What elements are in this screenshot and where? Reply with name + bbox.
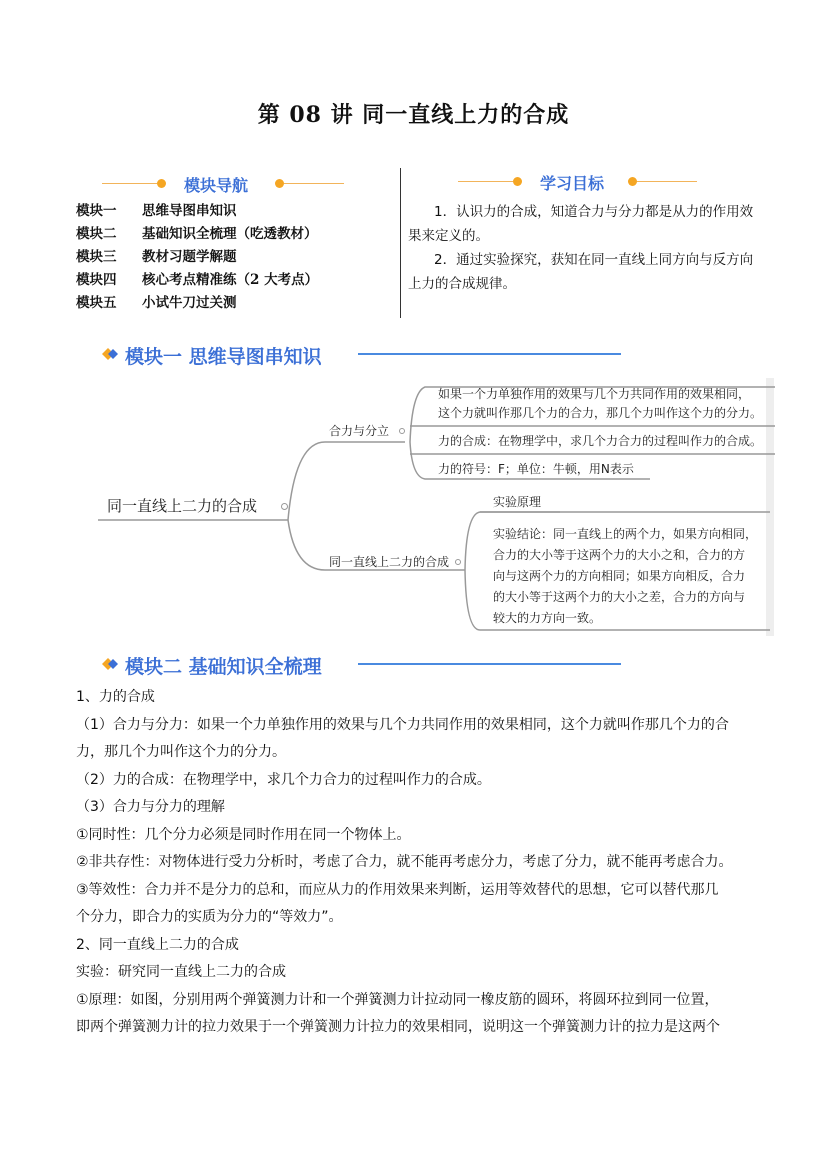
goal-item: 2．通过实验探究，获知在同一直线上同方向与反方向上力的合成规律。 xyxy=(408,252,754,292)
page-title: 第 08 讲 同一直线上力的合成 xyxy=(257,102,570,128)
body-line: 1、力的合成 xyxy=(76,689,155,705)
nav-deco-left xyxy=(102,183,157,184)
body-line: （1）合力与分力：如果一个力单独作用的效果与几个力共同作用的效果相同，这个力就叫作那几个力的合 xyxy=(76,716,729,733)
goals-list xyxy=(408,200,758,296)
mindmap-leaf: 这个力就叫作那几个力的合力，那几个力叫作这个力的分力。 xyxy=(438,406,763,420)
nav-item[interactable]: 模块五 小试牛刀过关测 xyxy=(76,295,237,311)
mindmap-leaf: 实验结论：同一直线上的两个力，如果方向相同， xyxy=(493,527,758,541)
goals-dot-left xyxy=(513,177,522,186)
body-line: 实验：研究同一直线上二力的合成 xyxy=(76,964,286,980)
diamond-icon xyxy=(100,346,122,362)
column-divider xyxy=(400,168,401,318)
body-line: 2、同一直线上二力的合成 xyxy=(76,936,239,953)
module2-body xyxy=(76,684,766,1042)
body-line: 个分力，即合力的实质为分力的“等效力”。 xyxy=(76,909,343,925)
body-line: ①同时性：几个分力必须是同时作用在同一个物体上。 xyxy=(76,826,411,843)
body-line: ②非共存性：对物体进行受力分析时，考虑了合力，就不能再考虑分力，考虑了分力，就不能再考虑合力。 xyxy=(76,854,733,870)
goals-deco-right xyxy=(637,181,697,182)
body-line: ①原理：如图，分别用两个弹簧测力计和一个弹簧测力计拉动同一橡皮筋的圆环，将圆环拉到同一位置， xyxy=(76,991,719,1008)
body-line: （2）力的合成：在物理学中，求几个力合力的过程叫作力的合成。 xyxy=(76,771,491,788)
diamond-icon xyxy=(100,656,122,672)
goals-deco-left xyxy=(458,181,513,182)
mindmap-root: 同一直线上二力的合成 xyxy=(107,497,258,515)
nav-heading: 模块导航 xyxy=(184,176,249,195)
mindmap-leaf: 较大的力方向一致。 xyxy=(493,611,602,625)
nav-item[interactable]: 模块三 教材习题学解题 xyxy=(76,249,237,265)
mindmap-branch1: 合力与分立 xyxy=(329,424,390,438)
mindmap-leaf: 合力的大小等于这两个力的大小之和，合力的方 xyxy=(493,548,746,562)
goals-heading: 学习目标 xyxy=(540,174,605,193)
body-line: 即两个弹簧测力计的拉力效果于一个弹簧测力计拉力的效果相同，说明这一个弹簧测力计的拉力是这两个 xyxy=(76,1019,720,1035)
goal-item: 1．认识力的合成，知道合力与分力都是从力的作用效果来定义的。 xyxy=(408,204,754,244)
module1-rule xyxy=(358,353,621,355)
nav-item[interactable]: 模块二 基础知识全梳理（吃透教材） xyxy=(76,226,318,242)
nav-deco-right xyxy=(284,183,344,184)
nav-item[interactable]: 模块一 思维导图串知识 xyxy=(76,203,237,219)
goals-dot-right xyxy=(628,177,637,186)
module2-rule xyxy=(358,663,621,665)
nav-dot-right xyxy=(275,179,284,188)
mindmap-leaf: 力的合成：在物理学中，求几个力合力的过程叫作力的合成。 xyxy=(438,434,763,448)
module1-heading: 模块一 思维导图串知识 xyxy=(125,346,322,368)
module2-heading: 模块二 基础知识全梳理 xyxy=(125,656,322,678)
body-line: （3）合力与分力的理解 xyxy=(76,799,225,815)
mindmap-leaf: 的大小等于这两个力的大小之差，合力的方向与 xyxy=(493,590,746,604)
mindmap-leaf: 实验原理 xyxy=(493,495,542,509)
mindmap-node-dot xyxy=(281,503,288,510)
mindmap-node-dot xyxy=(455,559,461,565)
mindmap-leaf: 力的符号：F；单位：牛顿，用N表示 xyxy=(438,462,634,476)
mindmap-leaf: 向与这两个力的方向相同；如果方向相反，合力 xyxy=(493,569,746,583)
nav-list xyxy=(76,200,318,315)
mindmap-leaf: 如果一个力单独作用的效果与几个力共同作用的效果相同， xyxy=(438,387,751,401)
mindmap-node-dot xyxy=(399,428,405,434)
body-line: 力，那几个力叫作这个力的分力。 xyxy=(76,744,286,760)
nav-dot-left xyxy=(157,179,166,188)
body-line: ③等效性：合力并不是分力的总和，而应从力的作用效果来判断，运用等效替代的思想，它可以替代那几 xyxy=(76,881,719,898)
mindmap-branch2: 同一直线上二力的合成 xyxy=(329,555,450,569)
nav-item[interactable]: 模块四 核心考点精准练（2 大考点） xyxy=(76,272,319,288)
